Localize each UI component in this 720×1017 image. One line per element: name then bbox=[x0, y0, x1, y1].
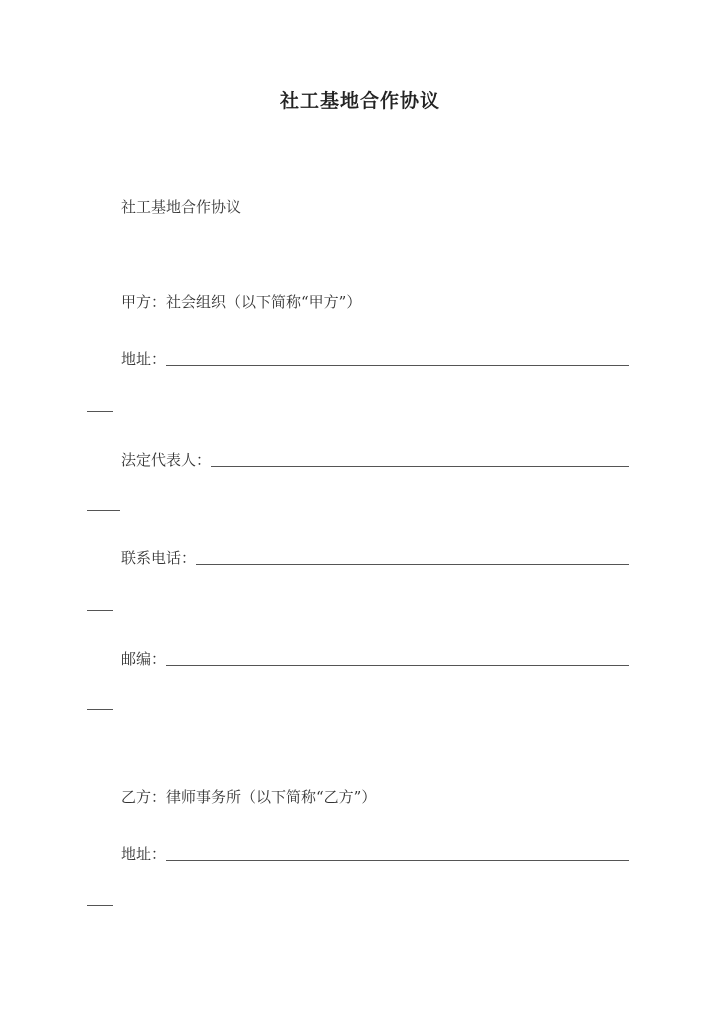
party-b-intro: 乙方：律师事务所（以下简称“乙方”） bbox=[121, 788, 377, 806]
document-heading: 社工基地合作协议 bbox=[121, 198, 242, 216]
party-a-postcode-label: 邮编： bbox=[121, 650, 167, 668]
party-a-address-blank-continuation bbox=[87, 411, 113, 412]
party-a-representative-blank bbox=[211, 466, 629, 467]
party-a-postcode-blank bbox=[166, 665, 629, 666]
party-a-representative-label: 法定代表人： bbox=[121, 451, 212, 469]
party-a-representative-blank-continuation bbox=[87, 510, 120, 511]
party-a-representative-field bbox=[121, 449, 629, 471]
party-a-intro: 甲方：社会组织（以下简称“甲方”） bbox=[121, 293, 362, 311]
party-a-postcode-field bbox=[121, 648, 629, 670]
party-a-phone-label: 联系电话： bbox=[121, 549, 197, 567]
party-b-address-field bbox=[121, 843, 629, 865]
party-a-address-blank bbox=[166, 365, 629, 366]
party-a-phone-blank bbox=[196, 564, 629, 565]
party-b-address-label: 地址： bbox=[121, 845, 167, 863]
party-a-address-field bbox=[121, 348, 629, 370]
party-a-postcode-blank-continuation bbox=[87, 709, 113, 710]
party-b-address-blank bbox=[166, 860, 629, 861]
party-b-address-blank-continuation bbox=[87, 905, 113, 906]
document-title: 社工基地合作协议 bbox=[279, 90, 440, 112]
party-a-phone-blank-continuation bbox=[87, 610, 113, 611]
party-a-phone-field bbox=[121, 547, 629, 569]
party-a-address-label: 地址： bbox=[121, 350, 167, 368]
